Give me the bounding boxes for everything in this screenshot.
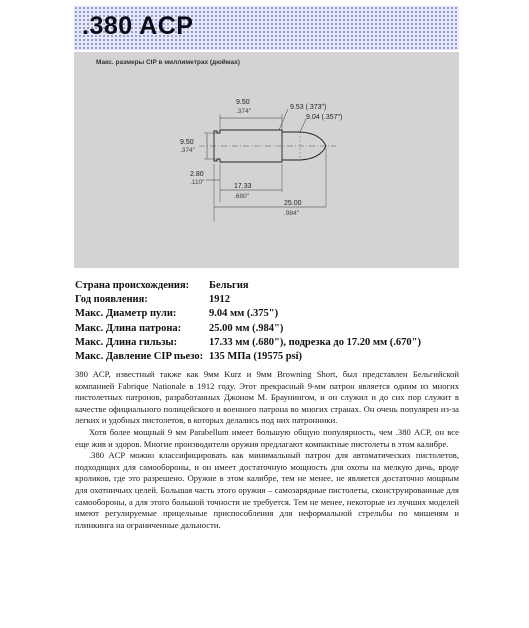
paragraph-3: .380 ACP можно классифицировать как минимальный патрон для автоматических пистолетов, подходящих для самообороны, и он имеет достаточную мощность для охоты на мелкую дичь, вроде кроликов, где это разрешено. Оружие в этом калибре, тем не менее, не является достаточно мощным для охотничьих целей. Большая часть этого оружия – самозарядные пистолеты, сконструированные для самообороны, а для этого большой точности не требуется. Тем не менее, некоторые из лучших моделей имеют регулируемые прицельные приспособления для неформальной стрельбы по мишеням и плинкинга на ограниченные дальности. [75,450,459,530]
spec-value: Бельгия [209,280,249,291]
title-banner [74,6,459,50]
spec-label: Год появления: [75,294,148,306]
dim-total-in: .984" [284,210,299,217]
paragraph-2: Хотя более мощный 9 мм Parabellum имеет большую общую популярность, чем .380 ACP, он все еще жив и здоров. Многие производители оружия предлагают компактные пистолеты в этом калибре. [75,426,459,449]
spec-label: Макс. Диаметр пули: [75,308,177,320]
figure-caption: Макс. размеры CIP в миллиметрах (дюймах) [96,59,240,66]
dim-total-mm: 25.00 [284,200,302,207]
spec-table [75,279,460,364]
dim-base: 9.53 (.373") [290,104,327,111]
dim-bullet: 9.04 (.357") [306,114,343,121]
dim-left-in: .374" [180,147,195,154]
dim-case-mm: 17.33 [234,183,252,190]
dim-rim-mm: 2.80 [190,171,204,178]
dim-rim-in: .110" [190,179,205,186]
spec-label: Макс. Длина патрона: [75,322,182,334]
spec-value: 9.04 мм (.375") [209,308,279,320]
paragraph-1: 380 ACP, известный также как 9мм Kurz и 9мм Browning Short, был представлен Бельгийской компанией Fabrique Nationale в 1912 году. Этот прекрасный 9-мм патрон является одним из многих пистолетных патронов, разработанных Джоном М. Браунингом, и он служил и до сих пор служит в качестве официального полицейского и военного патрона во многих странах. Он очень популярен из-за легких и удобных пистолетов, в которых делались под них патронники. [75,369,459,426]
spec-value: 17.33 мм (.680"), подрезка до 17.20 мм (.670") [209,336,421,348]
article-body [75,369,459,531]
spec-row-cartridge-length [75,322,460,336]
spec-row-bullet-diameter [75,307,460,321]
spec-label: Макс. Длина гильзы: [75,336,178,348]
spec-value: 135 МПа (19575 psi) [209,350,303,362]
dim-neck-mm: 9.50 [236,99,250,106]
spec-label: Макс. Давление CIP пьезо: [75,350,204,362]
spec-row-pressure [75,350,460,364]
spec-row-year [75,293,460,307]
spec-row-country [75,279,460,293]
page-title: .380 ACP [82,12,194,40]
cartridge-drawing [74,52,459,268]
spec-value: 25.00 мм (.984") [209,322,284,334]
dim-left-mm: 9.50 [180,139,194,146]
spec-label: Страна происхождения: [75,280,190,291]
spec-value: 1912 [209,294,230,306]
cartridge-dimension-figure [74,52,459,268]
spec-row-case-length [75,336,460,350]
dim-case-in: .680" [234,193,249,200]
dim-neck-in: .374" [236,108,251,115]
